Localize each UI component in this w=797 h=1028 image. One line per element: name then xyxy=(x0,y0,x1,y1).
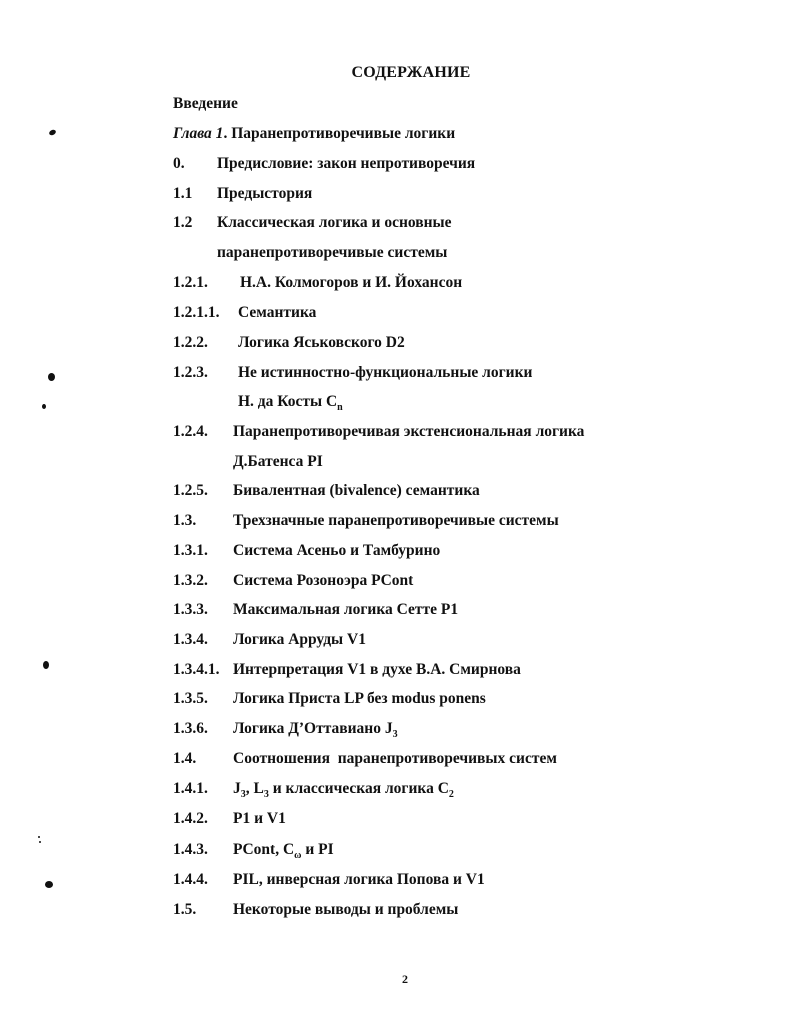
scan-speck xyxy=(39,841,41,843)
entry-number: 1.2 xyxy=(173,214,193,231)
scan-speck xyxy=(48,373,55,381)
entry-text: Интерпретация V1 в духе В.А. Смирнова xyxy=(233,661,521,678)
entry-text-main: Логика Д’Оттавиано J xyxy=(233,720,393,737)
entry-text: Предисловие: закон непротиворечия xyxy=(217,155,476,172)
entry-number: 1.2.2. xyxy=(173,334,208,351)
page-number: 2 xyxy=(402,972,408,986)
entry-text-cont: Н. да Косты C xyxy=(238,393,338,410)
chapter-title: Паранепротиворечивые логики xyxy=(231,125,456,142)
entry-number: 1.2.4. xyxy=(173,423,208,440)
entry-text: Система Асеньо и Тамбурино xyxy=(233,542,441,559)
subscript: ω xyxy=(294,850,302,862)
entry-number: 1.2.1. xyxy=(173,274,208,291)
entry-number: 1.3.4.1. xyxy=(173,661,220,678)
entry-number: 1.4. xyxy=(173,750,197,767)
entry-number: 1.3.1. xyxy=(173,542,208,559)
scan-speck xyxy=(38,836,40,838)
entry-text: Логика Арруды V1 xyxy=(233,631,366,648)
entry-text: Паранепротиворечивая экстенсиональная логика xyxy=(233,423,585,440)
subscript: n xyxy=(337,402,343,414)
toc-intro xyxy=(173,95,238,113)
chapter-separator: . xyxy=(223,125,228,142)
page-title: СОДЕРЖАНИЕ xyxy=(351,64,471,81)
toc-entry-continuation xyxy=(233,453,323,471)
entry-text: Максимальная логика Сетте P1 xyxy=(233,601,459,618)
entry-text xyxy=(233,841,334,861)
scan-speck xyxy=(42,404,46,409)
subscript: 3 xyxy=(263,789,269,801)
entry-number: 1.4.4. xyxy=(173,871,208,888)
intro-label: Введение xyxy=(173,95,238,112)
entry-number: 0. xyxy=(173,155,185,172)
entry-text: Логика Яськовского D2 xyxy=(238,334,405,351)
entry-number: 1.4.1. xyxy=(173,780,208,797)
entry-number: 1.3.6. xyxy=(173,720,208,737)
entry-number: 1.3. xyxy=(173,512,197,529)
toc-entry-continuation xyxy=(238,393,343,413)
entry-text-part: , L xyxy=(245,780,264,797)
entry-number: 1.3.3. xyxy=(173,601,208,618)
entry-number: 1.4.2. xyxy=(173,810,208,827)
entry-text: Система Розоноэра PCont xyxy=(233,572,414,589)
entry-text-part: и классическая логика C xyxy=(268,780,449,797)
toc-chapter xyxy=(173,125,455,143)
entry-number: 1.2.3. xyxy=(173,364,208,381)
entry-number: 1.2.1.1. xyxy=(173,304,220,321)
entry-text: P1 и V1 xyxy=(233,810,286,827)
subscript: 3 xyxy=(392,729,398,741)
entry-text-part: PCont, C xyxy=(233,841,295,858)
chapter-label: Глава 1 xyxy=(173,125,224,142)
subscript: 3 xyxy=(240,789,246,801)
entry-text-part: J xyxy=(233,780,241,797)
entry-text: Н.А. Колмогоров и И. Йохансон xyxy=(240,274,463,291)
entry-text: Некоторые выводы и проблемы xyxy=(233,901,459,918)
entry-text: Логика Приста LP без modus ponens xyxy=(233,690,486,707)
entry-number: 1.3.4. xyxy=(173,631,208,648)
entry-text xyxy=(233,720,398,740)
entry-text: Семантика xyxy=(238,304,317,321)
entry-text: Предыстория xyxy=(217,185,313,202)
entry-text-cont: Д.Батенса PI xyxy=(233,453,323,470)
entry-text: Трехзначные паранепротиворечивые системы xyxy=(233,512,559,529)
toc-entry-continuation xyxy=(217,244,447,262)
entry-number: 1.1 xyxy=(173,185,193,202)
scan-speck xyxy=(48,129,56,136)
entry-text-cont: паранепротиворечивые системы xyxy=(217,244,448,261)
entry-number: 1.5. xyxy=(173,901,197,918)
entry-text: Соотношения паранепротиворечивых систем xyxy=(233,750,557,767)
entry-number: 1.3.2. xyxy=(173,572,208,589)
scan-speck xyxy=(43,661,49,669)
entry-text-part: и PI xyxy=(301,841,334,858)
entry-text: PIL, инверсная логика Попова и V1 xyxy=(233,871,485,888)
entry-text: Классическая логика и основные xyxy=(217,214,452,231)
entry-text: Бивалентная (bivalence) семантика xyxy=(233,482,480,499)
entry-number: 1.3.5. xyxy=(173,690,208,707)
entry-number: 1.4.3. xyxy=(173,841,208,858)
subscript: 2 xyxy=(448,789,454,801)
entry-number: 1.2.5. xyxy=(173,482,208,499)
entry-text: Не истинностно-функциональные логики xyxy=(238,364,533,381)
entry-text xyxy=(233,780,454,800)
scan-speck xyxy=(45,881,53,888)
